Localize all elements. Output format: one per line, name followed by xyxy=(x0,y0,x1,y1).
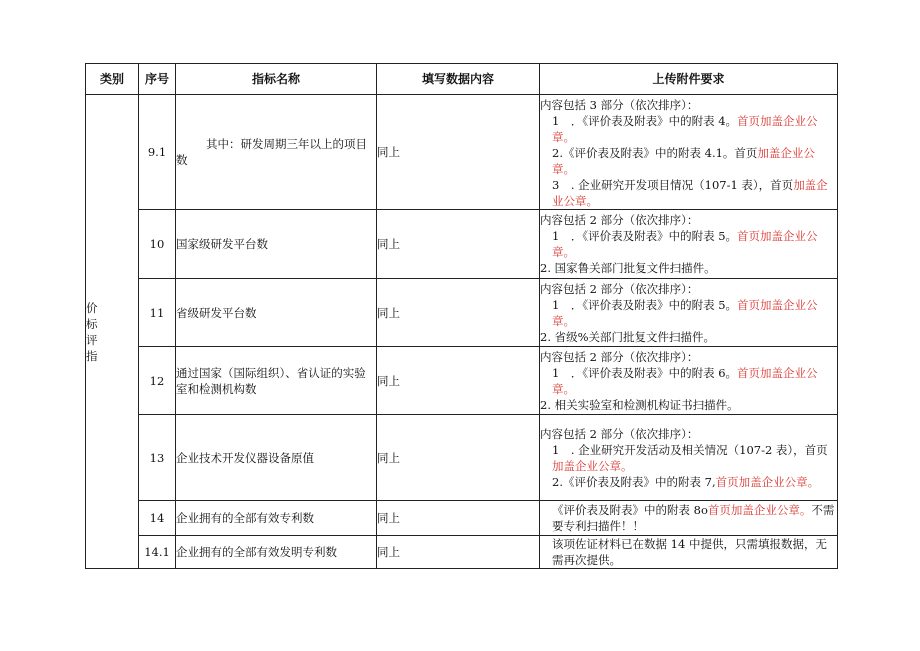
table-row xyxy=(86,95,838,210)
table-row xyxy=(86,501,838,536)
category-char: 指 xyxy=(86,348,98,363)
fill-content-cell: 同上 xyxy=(377,210,540,279)
req-line: 内容包括 2 部分（依次排序）： xyxy=(540,281,699,296)
req-line: 1 ．《评价表及附表》中的附表 6。首页加盖企业公章。 xyxy=(552,365,818,396)
header-category: 类别 xyxy=(86,64,139,95)
req-line: 1 ．《评价表及附表》中的附表 4。首页加盖企业公章。 xyxy=(552,114,818,144)
indicator-name-cell: 省级研发平台数 xyxy=(176,279,377,347)
req-line: 内容包括 3 部分（依次排序）： xyxy=(540,98,699,112)
table-row xyxy=(86,279,838,347)
requirements-table xyxy=(85,63,838,569)
attachment-req-cell xyxy=(540,279,838,347)
req-line: 该项佐证材料已在数据 14 中提供，只需填报数据，无需再次提供。 xyxy=(552,537,827,567)
header-indicator-name: 指标名称 xyxy=(176,64,377,95)
fill-content-cell: 同上 xyxy=(377,536,540,569)
attachment-req-cell xyxy=(540,95,838,210)
category-char: 价 xyxy=(86,300,98,315)
req-line: 1 ．《评价表及附表》中的附表 5。首页加盖企业公章。 xyxy=(552,297,818,328)
req-line: 2. 国家鲁关部门批复文件扫描件。 xyxy=(540,261,716,275)
req-line: 1 . 企业研究开发活动及相关情况（107-2 表），首页加盖企业公章。 xyxy=(552,442,828,473)
header-seq: 序号 xyxy=(139,64,176,95)
req-line: 内容包括 2 部分（依次排序）： xyxy=(540,349,699,364)
category-char: 标 xyxy=(86,316,98,331)
req-line: 3 . 企业研究开发项目情况（107-1 表），首页加盖企业公章。 xyxy=(552,178,828,208)
indicator-name-cell xyxy=(176,95,377,210)
seq-cell: 12 xyxy=(139,347,176,415)
fill-content-cell: 同上 xyxy=(377,95,540,210)
seq-cell: 9.1 xyxy=(139,95,176,210)
indicator-name-cell: 通过国家（国际组织）、省认证的实验室和检测机构数 xyxy=(176,347,377,415)
seq-cell: 10 xyxy=(139,210,176,279)
table-row xyxy=(86,415,838,501)
req-line: 《评价表及附表》中的附表 8o首页加盖企业公章。不需要专利扫描件！！ xyxy=(552,503,835,533)
attachment-req-cell xyxy=(540,210,838,279)
seq-cell: 14 xyxy=(139,501,176,536)
fill-content-cell: 同上 xyxy=(377,347,540,415)
req-line: 2. 相关实验室和检测机构证书扫描件。 xyxy=(540,397,739,412)
indicator-name-cell: 企业拥有的全部有效专利数 xyxy=(176,501,377,536)
seq-cell: 14.1 xyxy=(139,536,176,569)
req-line: 2.《评价表及附表》中的附表 7,首页加盖企业公章。 xyxy=(552,474,820,489)
attachment-req-cell xyxy=(540,347,838,415)
indicator-name-cell: 国家级研发平台数 xyxy=(176,210,377,279)
attachment-req-cell xyxy=(540,501,838,536)
indicator-name-cell: 企业拥有的全部有效发明专利数 xyxy=(176,536,377,569)
indicator-name-cell: 企业技术开发仪器设备原值 xyxy=(176,415,377,501)
attachment-req-cell xyxy=(540,415,838,501)
fill-content-cell: 同上 xyxy=(377,415,540,501)
seq-cell: 13 xyxy=(139,415,176,501)
fill-content-cell: 同上 xyxy=(377,501,540,536)
category-char: 评 xyxy=(86,332,98,347)
fill-content-cell: 同上 xyxy=(377,279,540,347)
req-line: 1 ．《评价表及附表》中的附表 5。首页加盖企业公章。 xyxy=(552,229,818,259)
indicator-name: 其中：研发周期三年以上的项目数 xyxy=(176,137,367,167)
seq-cell: 11 xyxy=(139,279,176,347)
table-row xyxy=(86,210,838,279)
req-line: 2. 省级%关部门批复文件扫描件。 xyxy=(540,329,716,344)
attachment-req-cell xyxy=(540,536,838,569)
category-cell xyxy=(86,95,139,569)
req-line: 内容包括 2 部分（依次排序）： xyxy=(540,213,699,227)
header-fill-content: 填写数据内容 xyxy=(377,64,540,95)
table-row xyxy=(86,536,838,569)
header-row xyxy=(86,64,838,95)
req-line: 内容包括 2 部分（依次排序）： xyxy=(540,426,699,441)
req-line: 2.《评价表及附表》中的附表 4.1。首页加盖企业公章。 xyxy=(552,146,815,176)
table-row xyxy=(86,347,838,415)
header-attachment-req: 上传附件要求 xyxy=(540,64,838,95)
